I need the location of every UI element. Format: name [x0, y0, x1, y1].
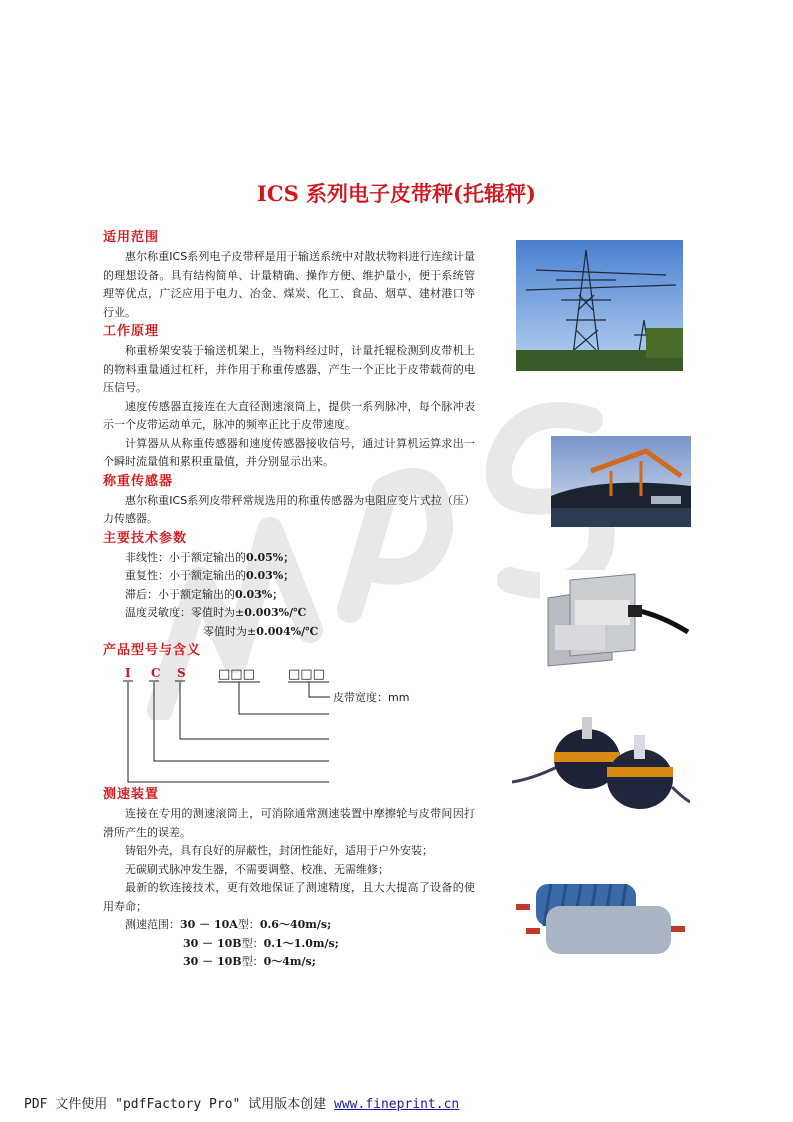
page-title: ICS 系列电子皮带秤(托辊秤) [257, 181, 536, 206]
model-letter-c: C [151, 666, 161, 680]
spec-hysteresis: 滞后：小于额定输出的0.03%； [125, 587, 284, 601]
load-cell-photo [540, 570, 690, 670]
speed-l2: 无碳刷式脉冲发生器，不需要调整、校准、无需维修； [125, 862, 389, 876]
sensor-text: 惠尔称重ICS系列皮带秤常规选用的称重传感器为电阻应变片式拉（压）力传感器。 [103, 493, 475, 525]
apply-text: 惠尔称重ICS系列电子皮带秤是用于输送系统中对散状物料进行连续计量的理想设备。具有结构简单、计量精确、操作方便、维护量小，便于系统管理等优点，广泛应用于电力、冶金、煤炭、化工、食品、烟草、建材港口等行业。 [103, 250, 475, 319]
model-boxes-2: □□□ [288, 667, 325, 682]
speed-range-2: 30 － 10B型：0.1～1.0m/s; [183, 936, 339, 950]
speed-p2: 最新的软连接技术，更有效地保证了测速精度，且大大提高了设备的使用寿命； [103, 881, 475, 913]
model-code-diagram [103, 665, 475, 787]
principle-p1: 称重桥架安装于输送机架上，当物料经过时，计量托辊检测到皮带机上的物料重量通过杠杆，并作用于称重传感器，产生一个正比于皮带载荷的电压信号。 [103, 344, 475, 394]
spec-repeatability: 重复性：小于额定输出的0.03%； [125, 569, 295, 582]
speed-p1: 连接在专用的测速滚筒上，可消除通常测速装置中摩擦轮与皮带间因打滑所产生的误差。 [103, 807, 475, 839]
spec-temp-span: 零值时为±0.004%/℃ [203, 624, 319, 638]
footer [24, 1093, 459, 1112]
heading-speed: 测速装置 [103, 787, 160, 802]
footer-link[interactable]: www.fineprint.cn [334, 1097, 460, 1112]
heading-model: 产品型号与含义 [103, 643, 202, 658]
heading-apply: 适用范围 [103, 230, 160, 245]
heading-principle: 工作原理 [103, 324, 160, 339]
principle-p3: 计算器从从称重传感器和速度传感器接收信号，通过计算机运算求出一个瞬时流量值和累积重量值，并分别显示出来。 [103, 436, 475, 468]
spec-nonlinearity: 非线性：小于额定输出的0.05%； [125, 550, 295, 564]
spec-temp-zero: 温度灵敏度：零值时为±0.003%/℃ [125, 606, 307, 619]
speed-range-3: 30 － 10B型：0～4m/s; [183, 955, 316, 968]
encoder-photo [512, 707, 690, 811]
footer-text: PDF 文件使用 "pdfFactory Pro" 试用版本创建 [24, 1097, 335, 1112]
speed-l1: 铸铝外壳，具有良好的屏蔽性，封闭性能好，适用于户外安装； [125, 844, 433, 857]
principle-p2: 速度传感器直接连在大直径测速滚筒上，提供一系列脉冲，每个脉冲表示一个皮带运动单元，脉冲的频率正比于皮带速度。 [103, 399, 475, 431]
conveyor-photo [551, 436, 691, 527]
heading-specs: 主要技术参数 [103, 530, 188, 546]
content-column [103, 228, 475, 972]
model-diagram [103, 665, 475, 785]
model-belt-width: 皮带宽度：mm [333, 691, 410, 704]
model-letter-i: I [125, 666, 131, 680]
roller-photo [516, 870, 686, 958]
speed-range-1: 测速范围：30 － 10A型：0.6～40m/s; [125, 918, 332, 931]
heading-sensor: 称重传感器 [103, 473, 174, 489]
power-tower-photo [516, 240, 683, 371]
model-boxes-1: □□□ [218, 667, 255, 682]
model-letter-s: S [177, 666, 186, 680]
